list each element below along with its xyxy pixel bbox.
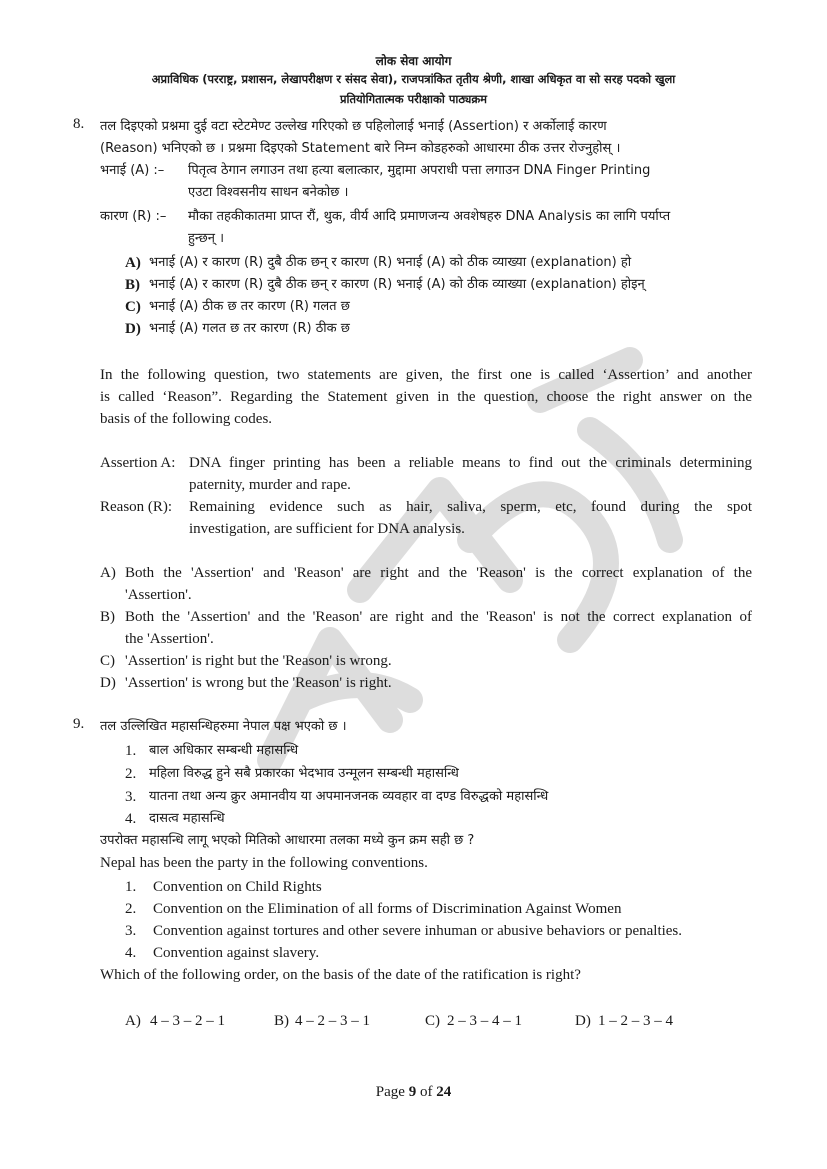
header-subtitle: अप्राविधिक (परराष्ट्र, प्रशासन, लेखापरीक्षण र संसद सेवा), राजपत्रांकित तृतीय श्रेणी, शाखा अधिकृत वा सो सरह पदको खुला xyxy=(151,72,676,86)
header-title: लोक सेवा आयोग xyxy=(375,54,452,68)
q8-en-intro-line1: In the following question, two statements are given, the first one is called ‘Assertion’ and another xyxy=(100,367,752,383)
q8-np-reason-line2: हुन्छन् । xyxy=(188,231,225,246)
q8-np-intro-line2: (Reason) भनिएको छ । प्रश्नमा दिइएको Statement बारे निम्न कोडहरुको आधारमा ठीक उत्तर रोज्नुहोस् । xyxy=(100,141,621,156)
q8-en-assertion-line2: paternity, murder and rape. xyxy=(189,477,351,493)
footer-page-number: 9 xyxy=(408,1084,417,1100)
q8-np-intro-line1: तल दिइएको प्रश्नमा दुई वटा स्टेटमेण्ट उल्लेख गरिएको छ पहिलोलाई भनाई (Assertion) र अर्कोलाई कारण xyxy=(100,119,607,134)
q8-np-assertion-line1: पितृत्व ठेगान लगाउन तथा हत्या बलात्कार, मुद्दामा अपराधी पत्ता लगाउन DNA Finger Printing xyxy=(188,163,651,178)
footer-page-prefix: Page xyxy=(375,1084,405,1100)
q9-np-question: उपरोक्त महासन्धि लागू भएको मितिको आधारमा तलका मध्ये कुन क्रम सही छ ? xyxy=(100,833,475,848)
q8-np-assertion-label: भनाई (A) :– xyxy=(100,163,165,178)
footer-page-total: 24 xyxy=(436,1084,452,1100)
q9-en-intro: Nepal has been the party in the following conventions. xyxy=(100,855,428,871)
q9-np-intro: तल उल्लिखित महासन्धिहरुमा नेपाल पक्ष भएको छ । xyxy=(100,719,347,734)
q8-en-assertion-line1: DNA finger printing has been a reliable means to find out the criminals determining xyxy=(189,455,752,471)
page-footer xyxy=(0,1084,827,1101)
footer-page-of: of xyxy=(419,1084,433,1100)
q8-np-reason-line1: मौका तहकीकातमा प्राप्त रौं, थुक, वीर्य आदि प्रमाणजन्य अवशेषहरु DNA Analysis का लागि पर्याप्त xyxy=(188,209,671,224)
question-9-number: 9. xyxy=(73,716,85,732)
q8-np-assertion-line2: एउटा विश्वसनीय साधन बनेकोछ । xyxy=(188,185,349,200)
q8-en-reason-line1: Remaining evidence such as hair, saliva, sperm, etc, found during the spot xyxy=(189,499,752,515)
q8-en-intro-line2: is called ‘Reason”. Regarding the Statement given in the question, choose the right answer on the xyxy=(100,389,752,405)
q8-en-assertion-label: Assertion A: xyxy=(100,455,176,471)
header-syllabus: प्रतियोगितात्मक परीक्षाको पाठ्यक्रम xyxy=(339,92,488,106)
q9-en-question: Which of the following order, on the basis of the date of the ratification is right? xyxy=(100,967,581,983)
q8-en-intro-line3: basis of the following codes. xyxy=(100,411,273,427)
q8-en-reason-label: Reason (R): xyxy=(100,499,173,515)
q8-np-reason-label: कारण (R) :– xyxy=(100,209,167,224)
q8-en-reason-line2: investigation, are sufficient for DNA analysis. xyxy=(189,521,465,537)
question-8-number: 8. xyxy=(73,116,85,132)
